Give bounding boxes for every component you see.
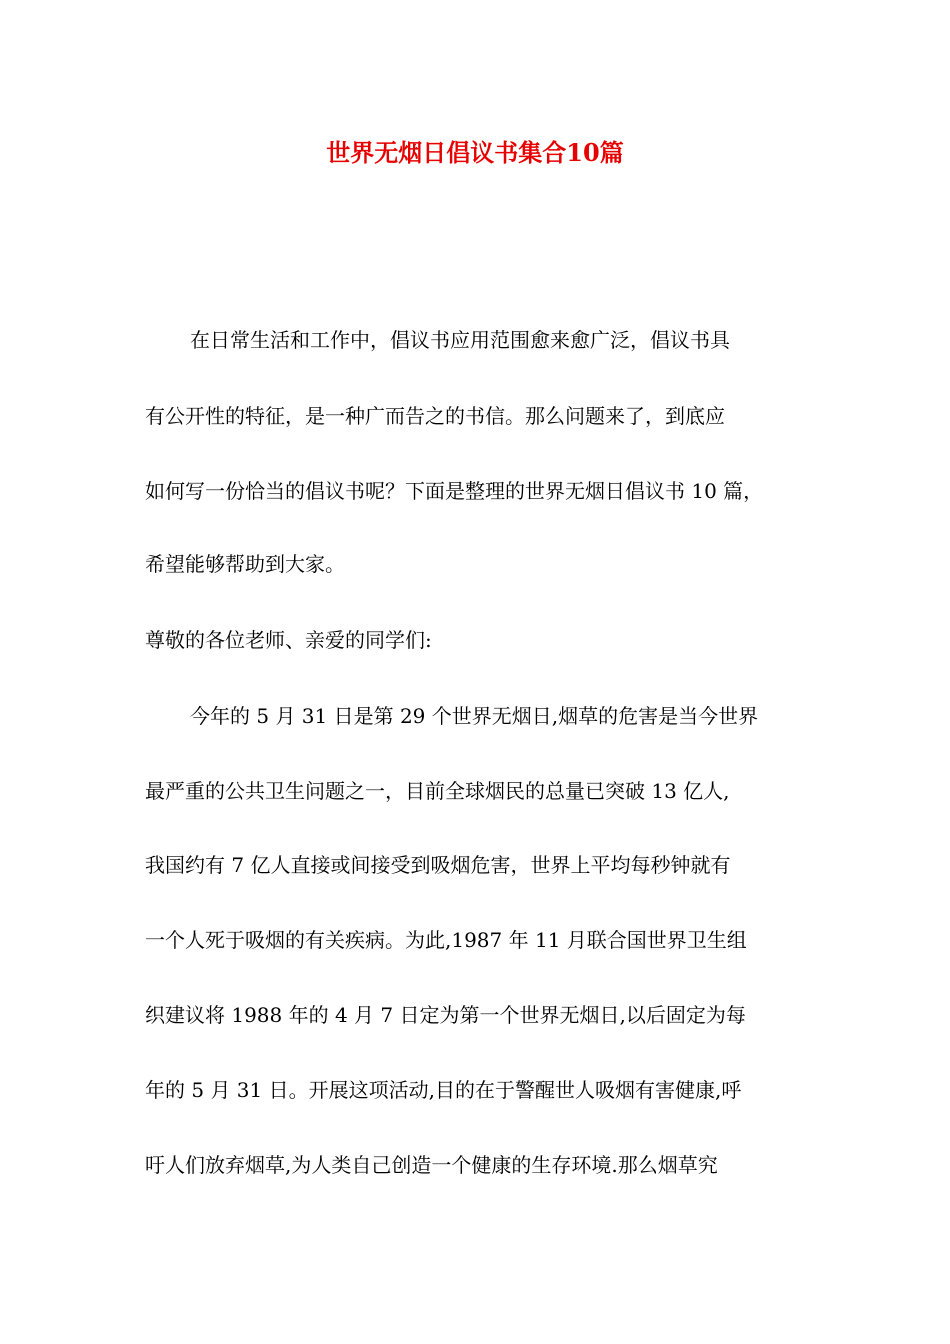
paragraph-line: 吁人们放弃烟草,为人类自己创造一个健康的生存环境.那么烟草究: [145, 1153, 718, 1177]
paragraph-line: 年的 5 月 31 日。开展这项活动,目的在于警醒世人吸烟有害健康,呼: [145, 1078, 742, 1102]
paragraph-line: 如何写一份恰当的倡议书呢？下面是整理的世界无烟日倡议书 10 篇，: [145, 479, 764, 503]
paragraph-line: 一个人死于吸烟的有关疾病。为此,1987 年 11 月联合国世界卫生组: [145, 928, 747, 952]
paragraph-line: 最严重的公共卫生问题之一，目前全球烟民的总量已突破 13 亿人,: [145, 779, 730, 803]
paragraph-line: 我国约有 7 亿人直接或间接受到吸烟危害，世界上平均每秒钟就有: [145, 853, 731, 877]
paragraph-line: 今年的 5 月 31 日是第 29 个世界无烟日,烟草的危害是当今世界: [190, 704, 759, 728]
paragraph-line: 有公开性的特征，是一种广而告之的书信。那么问题来了，到底应: [145, 404, 725, 428]
salutation: 尊敬的各位老师、亲爱的同学们:: [145, 628, 432, 652]
paragraph-line: 希望能够帮助到大家。: [145, 552, 345, 576]
document-title: 世界无烟日倡议书集合10篇: [326, 138, 624, 167]
paragraph-line: 织建议将 1988 年的 4 月 7 日定为第一个世界无烟日,以后固定为每: [145, 1003, 746, 1027]
paragraph-line: 在日常生活和工作中，倡议书应用范围愈来愈广泛，倡议书具: [190, 328, 730, 352]
